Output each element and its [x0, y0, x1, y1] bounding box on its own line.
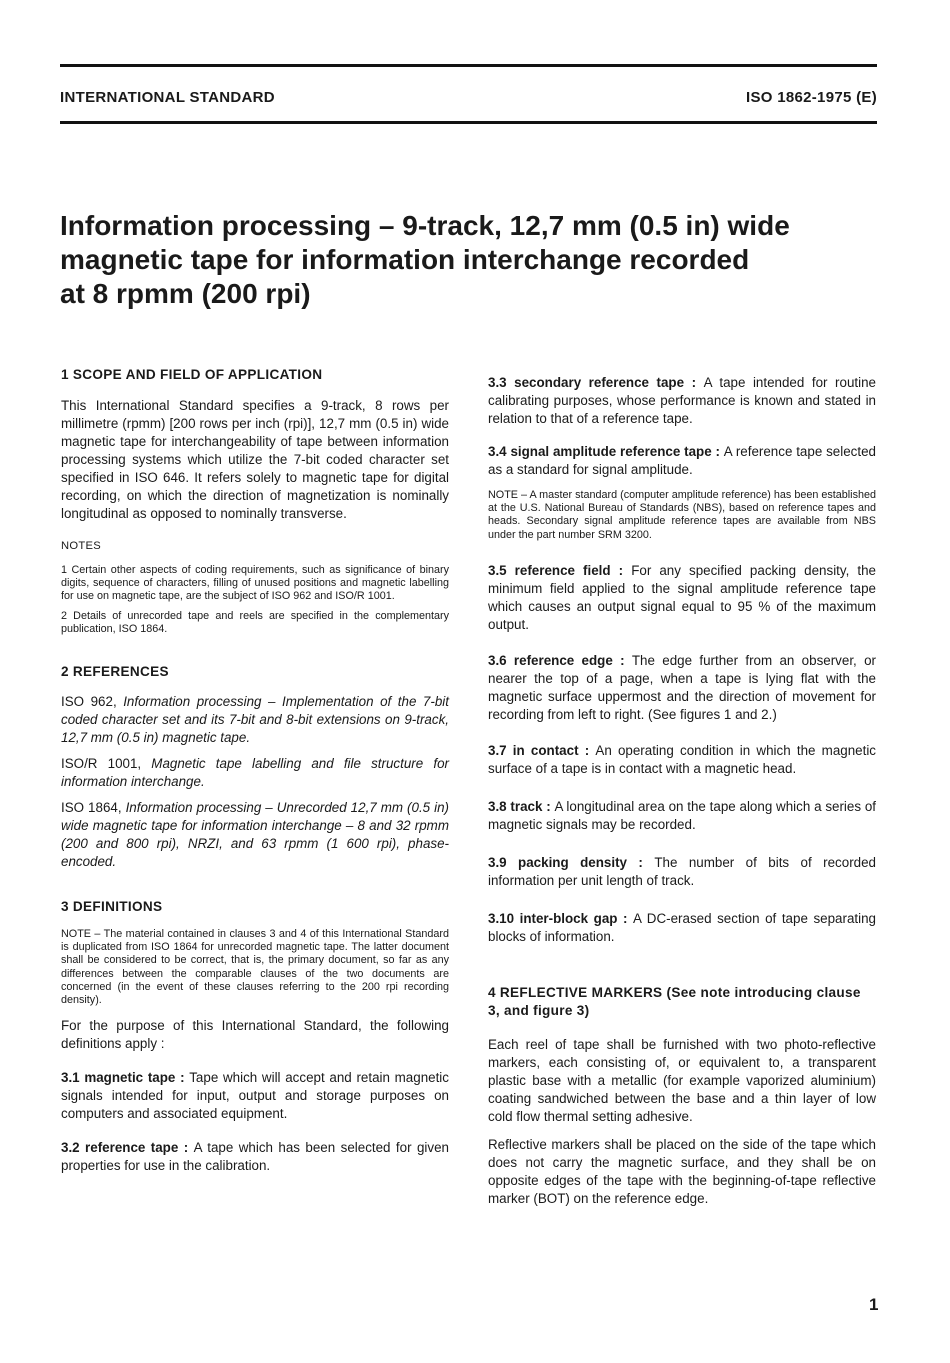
section-1-body: This International Standard specifies a 9-track, 8 rows per millimetre (rpmm) [200 rows per inch (rpi)], 12,7 mm (0.5 in) wide magnetic tape for interchangeability of tape between information processing systems which utilize the 7-bit coded character set specified in ISO 646. It refers solely to magnetic tape for digital recording, on which the direction of magnetization is nominally longitudinal as opposed to nominally transverse. [61, 398, 449, 521]
reference-iso-962-number: ISO 962, [61, 694, 124, 710]
definition-3-9-term: 3.9 packing density : [488, 854, 655, 870]
header-rule-top [60, 64, 877, 67]
definition-3-1-term: 3.1 magnetic tape : [61, 1070, 190, 1086]
definition-3-8 [488, 798, 876, 834]
section-4-paragraph-1: Each reel of tape shall be furnished with two photo-reflective markers, each consisting of, or equivalent to, a transparent plastic base with a metallic (for example vaporized aluminium) coating sandwiched between the base and a thin layer of low cold flow thermal setting adhesive. [488, 1036, 876, 1124]
section-4-heading: 4 REFLECTIVE MARKERS (See note introducing clause 3, and figure 3) [488, 984, 861, 1018]
definition-3-7-term: 3.7 in contact : [488, 742, 596, 758]
definition-3-2 [61, 1139, 449, 1175]
header-rule-bottom [60, 121, 877, 124]
reference-iso-962-title: Information processing – Implementation of the 7-bit coded character set and its 7-bit and 8-bit extensions on 9-track, 12,7 mm (0.5 in) magnetic tape. [61, 694, 449, 746]
definition-3-6 [488, 652, 876, 724]
definition-3-10 [488, 910, 876, 946]
section-2-heading: 2 REFERENCES [61, 664, 169, 680]
definition-3-5-body: For any specified packing density, the minimum field applied to the signal amplitude reference tape which causes an output signal equal to 95 % of the maximum output. [488, 562, 876, 632]
title-line-1: Information processing – 9-track, 12,7 mm (0.5 in) wide [60, 210, 790, 241]
notes-label: NOTES [61, 540, 102, 552]
definition-3-4-term: 3.4 signal amplitude reference tape : [488, 444, 724, 459]
right-column [488, 374, 876, 1208]
section-4-paragraph-2: Reflective markers shall be placed on the side of the tape which does not carry the magnetic surface, and they shall be on opposite edges of the tape with the beginning-of-tape reflective marker (BOT) on the reference edge. [488, 1136, 876, 1206]
document-title [60, 209, 880, 311]
definition-3-7 [488, 742, 876, 778]
definition-3-9 [488, 854, 876, 890]
definition-3-7-body: An operating condition in which the magnetic surface of a tape is in contact with a magnetic head. [488, 742, 876, 776]
reference-iso-r-1001-title: Magnetic tape labelling and file structure for information interchange. [61, 756, 449, 790]
definition-3-9-body: The number of bits of recorded information per unit length of track. [488, 854, 876, 888]
definition-3-8-term: 3.8 track : [488, 798, 555, 814]
definition-3-4-note: NOTE – A master standard (computer amplitude reference) has been established at the U.S. National Bureau of Standards (NBS), based on reference tapes and heads. Secondary signal amplitude reference tapes are available from NBS under the part number SRM 3200. [488, 489, 876, 541]
note-1: 1 Certain other aspects of coding requirements, such as significance of binary digits, sequence of characters, filling of unused positions and magnetic labelling for use on magnetic tape, are the subject of ISO 962 and ISO/R 1001. [61, 564, 449, 603]
title-line-3: at 8 rpmm (200 rpi) [60, 278, 311, 309]
definition-3-6-body: The edge further from an observer, or nearer the top of a page, when a tape is lying flat with the magnetic surface uppermost and the direction of movement for recording from left to right. (See figures 1 and 2.) [488, 652, 876, 722]
definition-3-4-body: A reference tape selected as a standard for signal amplitude. [488, 444, 876, 477]
definition-3-3 [488, 374, 876, 428]
definitions-intro: For the purpose of this International Standard, the following definitions apply : [61, 1018, 449, 1052]
definition-3-5 [488, 562, 876, 634]
section-3-note: NOTE – The material contained in clauses 3 and 4 of this International Standard is duplicated from ISO 1864 for unrecorded magnetic tape. The latter document shall be considered to be correct, that is, the primary document, so far as any differences between the comparable clauses of the two documents are concerned (in the event of these clauses referring to the 200 rpi recording density). [61, 928, 449, 1007]
page-number: 1 [869, 1295, 879, 1314]
section-1-heading: 1 SCOPE AND FIELD OF APPLICATION [61, 367, 323, 382]
reference-iso-962 [61, 693, 449, 747]
definition-3-3-term: 3.3 secondary reference tape : [488, 375, 704, 390]
reference-iso-1864 [61, 799, 449, 871]
definition-3-8-body: A longitudinal area on the tape along which a series of magnetic signals may be recorded. [488, 798, 876, 832]
definition-3-6-term: 3.6 reference edge : [488, 652, 632, 668]
note-2: 2 Details of unrecorded tape and reels are specified in the complementary publication, ISO 1864. [61, 609, 449, 635]
reference-iso-1864-title: Information processing – Unrecorded 12,7 mm (0.5 in) wide magnetic tape for information interchange – 8 and 32 rpmm (200 and 800 rpi), NRZI, and 63 rpmm (1 600 rpi), phase-encoded. [61, 800, 449, 870]
reference-iso-r-1001 [61, 755, 449, 791]
definition-3-4 [488, 443, 876, 479]
definition-3-3-body: A tape intended for routine calibrating purposes, whose performance is known and stated in relation to that of a reference tape. [488, 375, 876, 426]
definition-3-1 [61, 1069, 449, 1123]
definition-3-10-term: 3.10 inter-block gap : [488, 910, 634, 926]
reference-iso-r-1001-number: ISO/R 1001, [61, 756, 152, 772]
definition-3-2-term: 3.2 reference tape : [61, 1140, 194, 1156]
left-column [61, 366, 449, 1175]
definition-3-5-term: 3.5 reference field : [488, 562, 632, 578]
reference-iso-1864-number: ISO 1864, [61, 800, 126, 816]
definition-3-10-body: A DC-erased section of tape separating blocks of information. [488, 910, 876, 944]
section-3-heading: 3 DEFINITIONS [61, 899, 163, 915]
header-document-number: ISO 1862-1975 (E) [745, 89, 877, 106]
title-line-2: magnetic tape for information interchange recorded [60, 244, 750, 275]
definition-3-2-body: A tape which has been selected for given properties for use in the calibration. [61, 1140, 449, 1174]
header-standard-label: INTERNATIONAL STANDARD [60, 89, 275, 106]
definition-3-1-body: Tape which will accept and retain magnetic signals intended for input, output and storage purposes on computers and associated equipment. [61, 1070, 449, 1122]
